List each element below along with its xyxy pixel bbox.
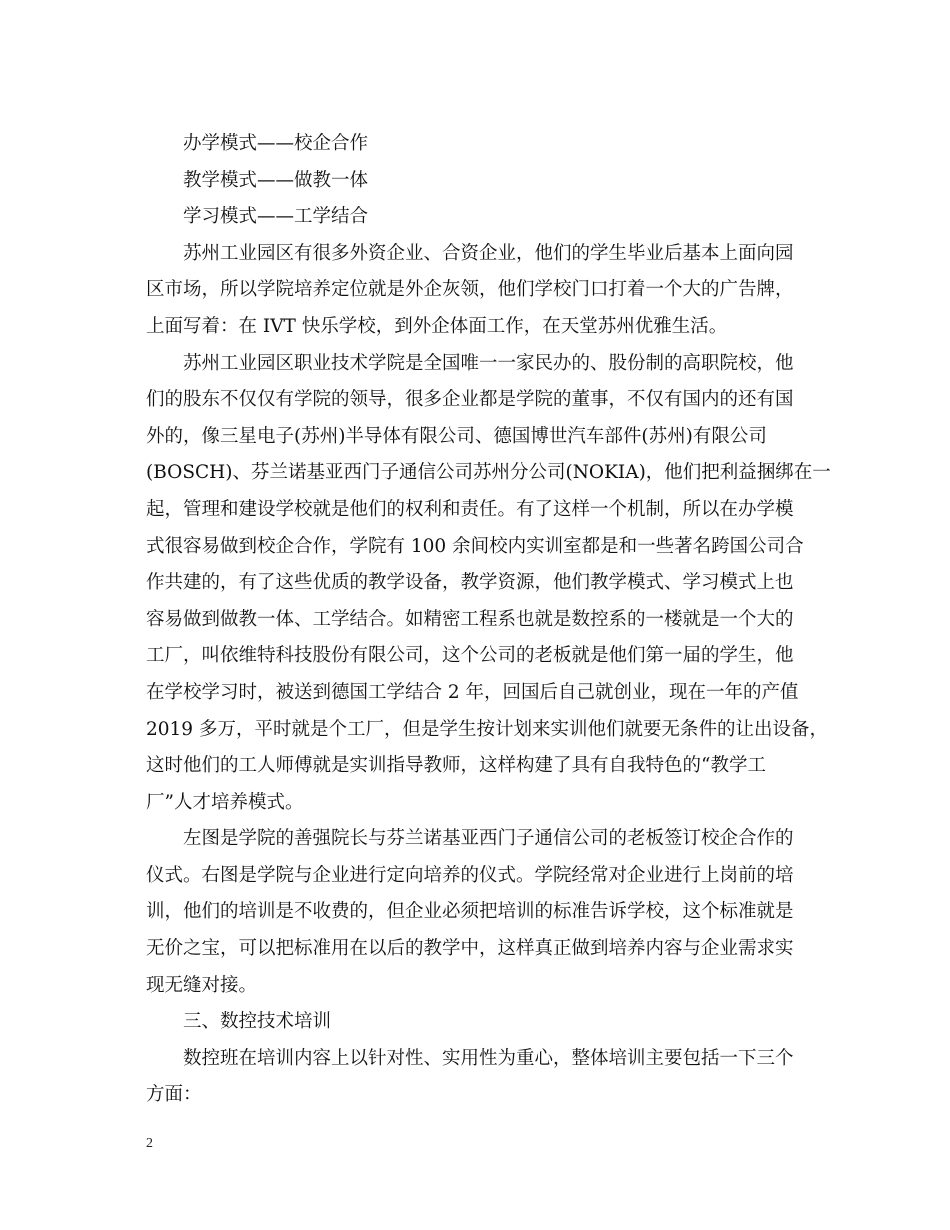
text-line: 在学校学习时，被送到德国工学结合 2 年，回国后自己就创业，现在一年的产值	[146, 681, 799, 703]
text-line: 现无缝对接。	[146, 974, 258, 996]
text-line: 作共建的，有了这些优质的教学设备，教学资源，他们教学模式、学习模式上也	[146, 572, 794, 594]
text-line: 外的，像三星电子(苏州)半导体有限公司、德国博世汽车部件(苏州)有限公司	[146, 425, 767, 447]
text-line: 工厂，叫依维特科技股份有限公司，这个公司的老板就是他们第一届的学生，他	[146, 645, 794, 667]
text-line: 苏州工业园区有很多外资企业、合资企业，他们的学生毕业后基本上面向园	[183, 242, 794, 264]
text-line: 办学模式——校企合作	[183, 133, 369, 154]
text-line: 们的股东不仅仅有学院的领导，很多企业都是学院的董事，不仅有国内的还有国	[146, 389, 794, 411]
page-number: 2	[146, 1136, 153, 1151]
text-line: 教学模式——做教一体	[183, 169, 369, 191]
text-line: (BOSCH)、芬兰诺基亚西门子通信公司苏州分公司(NOKIA)，他们把利益捆绑在一	[146, 462, 831, 484]
text-line: 这时他们的工人师傅就是实训指导教师，这样构建了具有自我特色的“教学工	[146, 755, 766, 777]
text-line: 方面：	[146, 1084, 202, 1106]
text-line: 学习模式——工学结合	[183, 206, 369, 228]
document-body	[146, 126, 831, 1114]
text-line: 训，他们的培训是不收费的，但企业必须把培训的标准告诉学校，这个标准就是	[146, 901, 794, 923]
text-line: 起，管理和建设学校就是他们的权利和责任。有了这样一个机制，所以在办学模	[146, 498, 794, 520]
text-line: 左图是学院的善强院长与芬兰诺基亚西门子通信公司的老板签订校企合作的	[183, 828, 794, 850]
text-line: 无价之宝，可以把标准用在以后的教学中，这样真正做到培养内容与企业需求实	[146, 938, 794, 960]
text-line: 2019 多万，平时就是个工厂，但是学生按计划来实训他们就要无条件的让出设备，	[146, 718, 828, 740]
text-line: 仪式。右图是学院与企业进行定向培养的仪式。学院经常对企业进行上岗前的培	[146, 864, 794, 886]
text-line: 式很容易做到校企合作，学院有 100 余间校内实训室都是和一些著名跨国公司合	[146, 535, 804, 557]
text-line: 厂”人才培养模式。	[146, 791, 304, 813]
text-line: 上面写着：在 IVT 快乐学校，到外企体面工作，在天堂苏州优雅生活。	[146, 315, 728, 337]
text-line: 容易做到做教一体、工学结合。如精密工程系也就是数控系的一楼就是一个大的	[146, 608, 794, 630]
text-line: 苏州工业园区职业技术学院是全国唯一一家民办的、股份制的高职院校，他	[183, 352, 794, 374]
text-line: 区市场，所以学院培养定位就是外企灰领，他们学校门口打着一个大的广告牌，	[146, 279, 794, 301]
section-heading: 三、数控技术培训	[183, 1011, 332, 1033]
text-line: 数控班在培训内容上以针对性、实用性为重心，整体培训主要包括一下三个	[183, 1047, 794, 1069]
